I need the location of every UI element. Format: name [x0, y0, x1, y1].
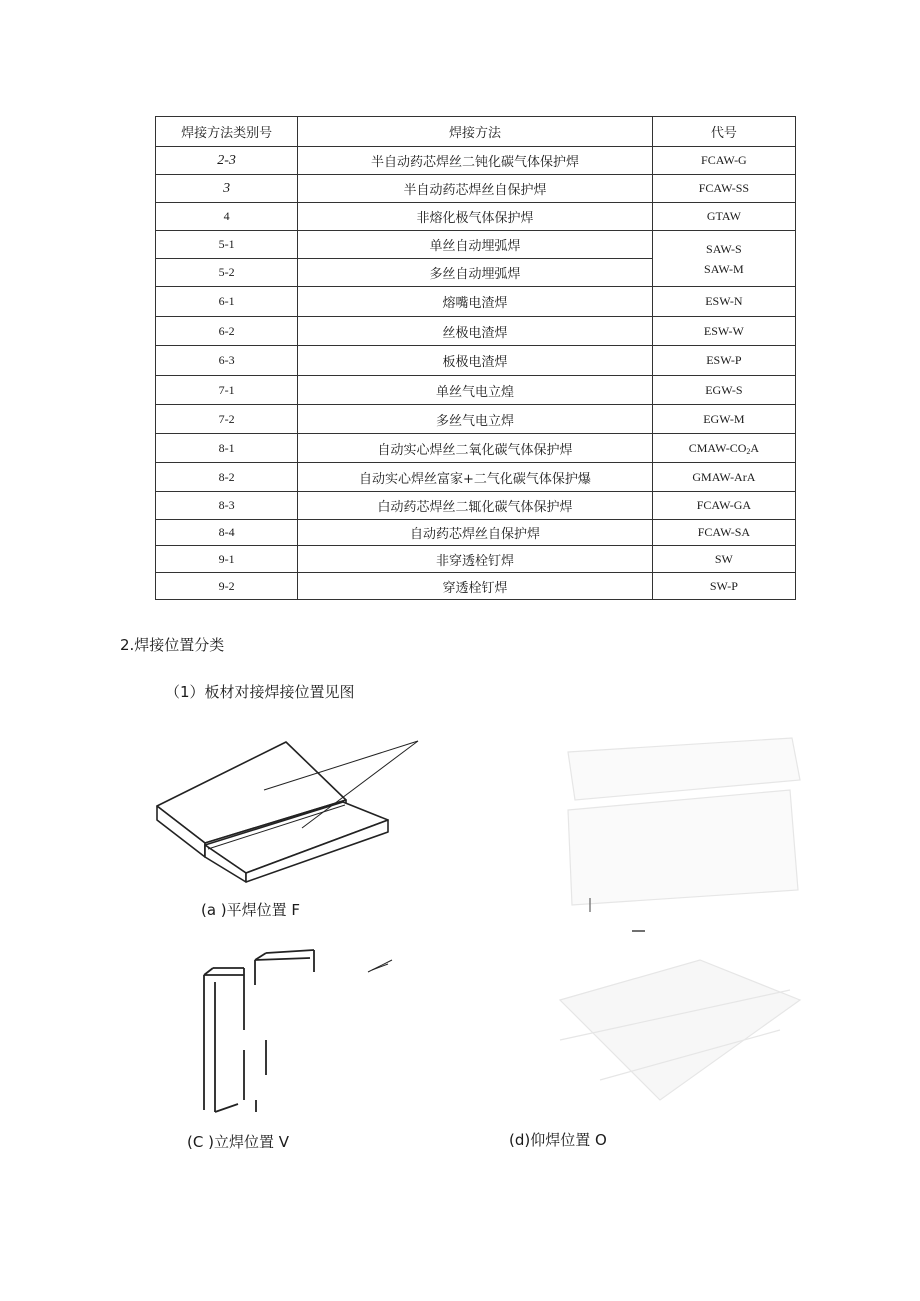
vertical-position-figure	[204, 950, 392, 1112]
row-code-tail: A	[750, 440, 760, 455]
caption-overhead-position: (d)仰焊位置 O	[509, 1131, 607, 1149]
row-method: 板极电渣焊	[298, 346, 653, 376]
header-code: 代号	[652, 117, 795, 147]
row-code: FCAW-GA	[652, 492, 795, 520]
row-method: 非熔化极气体保护焊	[298, 203, 653, 231]
row-method: 半自动药芯焊丝自保护焊	[298, 175, 653, 203]
row-code: EGW-M	[652, 405, 795, 434]
row-code: FCAW-SA	[652, 520, 795, 546]
sub-heading: （1）板材对接焊接位置见图	[165, 683, 355, 701]
row-number: 6-2	[156, 317, 298, 346]
row-code: FCAW-SS	[652, 175, 795, 203]
row-number: 3	[156, 175, 298, 203]
row-number: 2-3	[156, 147, 298, 175]
row-method: 半自动药芯焊丝二钝化碳气体保护焊	[298, 147, 653, 175]
overhead-position-figure	[560, 738, 800, 1100]
row-code: ESW-W	[652, 317, 795, 346]
row-code: SW	[652, 546, 795, 573]
row-method: 自动实心焊丝富家+二气化碳气体保护爆	[298, 463, 653, 492]
row-number: 7-1	[156, 376, 298, 405]
row-number: 8-2	[156, 463, 298, 492]
header-method: 焊接方法	[298, 117, 653, 147]
row-number: 5-2	[156, 259, 298, 287]
row-number: 4	[156, 203, 298, 231]
flat-position-figure	[157, 741, 418, 882]
row-method: 丝极电渣焊	[298, 317, 653, 346]
row-number: 8-1	[156, 434, 298, 463]
row-code-main: CMAW-CO	[688, 440, 747, 455]
caption-flat-position: (a )平焊位置 F	[201, 901, 301, 919]
row-number: 8-4	[156, 520, 298, 546]
row-number: 8-3	[156, 492, 298, 520]
section-heading: 2.焊接位置分类	[120, 636, 225, 654]
caption-vertical-position: (C )立焊位置 V	[187, 1133, 289, 1151]
row-number: 6-3	[156, 346, 298, 376]
row-code: SW-P	[652, 573, 795, 600]
row-code-subscript: 2	[746, 446, 751, 456]
row-code: SAW-S	[706, 241, 742, 256]
row-code: GTAW	[652, 203, 795, 231]
row-method: 穿透栓钉焊	[298, 573, 653, 600]
row-code: ESW-P	[652, 346, 795, 376]
row-method: 多丝自动埋弧焊	[298, 259, 653, 287]
row-method: 白动药芯焊丝二辄化碳气体保护焊	[298, 492, 653, 520]
row-code: EGW-S	[652, 376, 795, 405]
row-method: 自动实心焊丝二氧化碳气体保护焊	[298, 434, 653, 463]
row-number: 5-1	[156, 231, 298, 259]
row-method: 自动药芯焊丝自保护焊	[298, 520, 653, 546]
row-code: SAW-M	[704, 261, 744, 276]
row-number: 9-2	[156, 573, 298, 600]
row-method: 单丝自动埋弧焊	[298, 231, 653, 259]
row-code: FCAW-G	[652, 147, 795, 175]
row-method: 非穿透栓钉焊	[298, 546, 653, 573]
row-method: 单丝气电立煌	[298, 376, 653, 405]
row-code: ESW-N	[652, 287, 795, 317]
row-number: 7-2	[156, 405, 298, 434]
row-code: GMAW-ArA	[652, 463, 795, 492]
row-method: 多丝气电立焊	[298, 405, 653, 434]
row-number: 9-1	[156, 546, 298, 573]
row-method: 熔嘴电渣焊	[298, 287, 653, 317]
row-number: 6-1	[156, 287, 298, 317]
header-category-number: 焊接方法类别号	[156, 117, 298, 147]
